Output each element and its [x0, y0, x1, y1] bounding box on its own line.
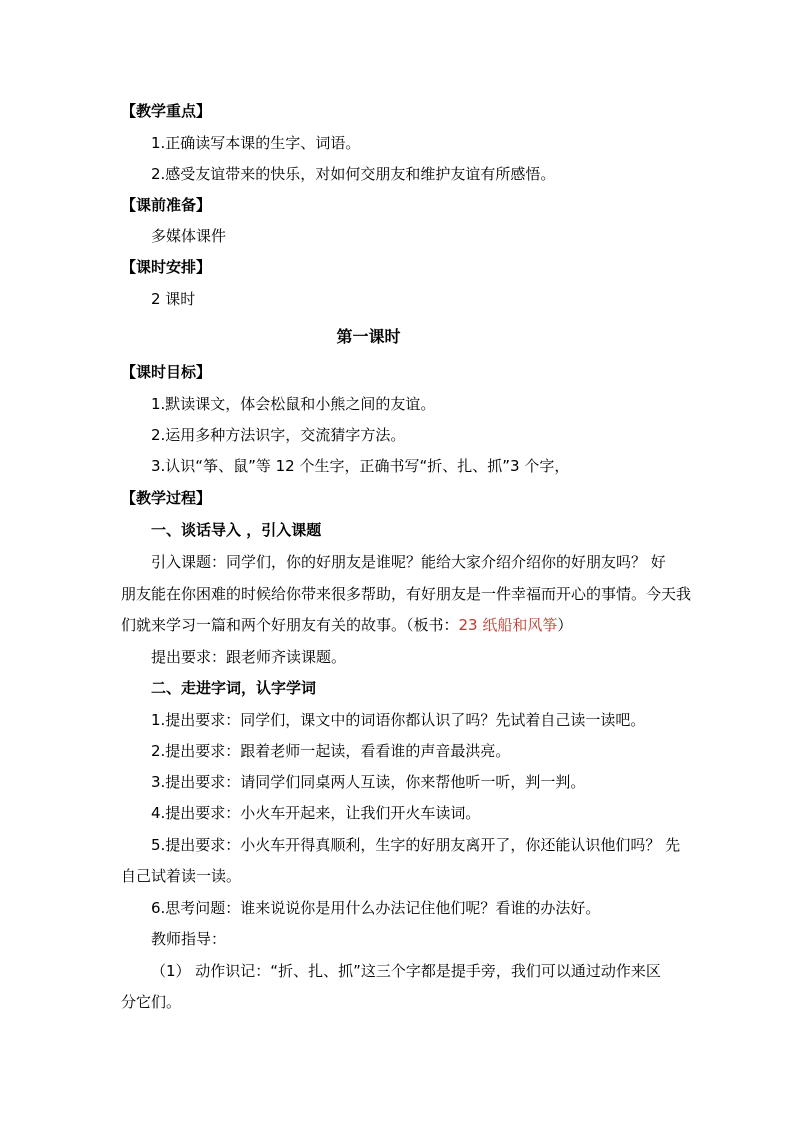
- para-line3-text: 们就来学习一篇和两个好朋友有关的故事。（板书：: [121, 616, 459, 634]
- heading-goals: 【课时目标】: [121, 363, 212, 381]
- lesson-title: 第一课时: [336, 327, 401, 346]
- part2-title: 二、走进字词，认字学词: [151, 679, 317, 697]
- heading-process: 【教学过程】: [121, 489, 212, 507]
- part2-item-1: 1.提出要求：同学们，课文中的词语你都认识了吗？先试着自己读一读吧。: [151, 711, 646, 729]
- part2-item-5-cont: 自己试着读一读。: [121, 867, 242, 885]
- goal-2: 2.运用多种方法识字，交流猜字方法。: [151, 426, 406, 444]
- heading-key-points: 【教学重点】: [121, 102, 212, 120]
- goal-3: 3.认识“筝、鼠”等 12 个生字，正确书写“折、扎、抓”3 个字，: [151, 457, 570, 475]
- part2-item-2: 2.提出要求：跟着老师一起读，看看谁的声音最洪亮。: [151, 742, 511, 760]
- part1-title: 一、谈话导入 ，引入课题: [151, 521, 322, 539]
- part1-requirement: 提出要求：跟老师齐读课题。: [151, 648, 347, 666]
- part1-para-line3: [121, 615, 572, 635]
- guidance-item-1-cont: 分它们。: [121, 993, 182, 1011]
- part1-para-line1: 引入课题：同学们，你的好朋友是谁呢？能给大家介绍介绍你的好朋友吗？ 好: [151, 553, 666, 571]
- part2-item-5: 5.提出要求：小火车开得真顺利，生字的好朋友离开了，你还能认识他们吗？ 先: [151, 836, 681, 854]
- prep-text: 多媒体课件: [151, 227, 227, 245]
- part2-item-4: 4.提出要求：小火车开起来，让我们开火车读词。: [151, 804, 481, 822]
- schedule-text: 2 课时: [151, 290, 196, 308]
- teacher-guidance: 教师指导：: [151, 930, 227, 948]
- para-line3-close: ）: [557, 616, 573, 634]
- board-writing-title: 23 纸船和风筝: [458, 616, 558, 634]
- key-point-1: 1.正确读写本课的生字、词语。: [151, 134, 361, 152]
- heading-prep: 【课前准备】: [121, 196, 212, 214]
- goal-1: 1.默读课文，体会松鼠和小熊之间的友谊。: [151, 395, 436, 413]
- heading-schedule: 【课时安排】: [121, 258, 212, 276]
- part2-item-3: 3.提出要求：请同学们同桌两人互读，你来帮他听一听，判一判。: [151, 773, 586, 791]
- part2-item-6: 6.思考问题：谁来说说你是用什么办法记住他们呢？看谁的办法好。: [151, 899, 601, 917]
- key-point-2: 2.感受友谊带来的快乐，对如何交朋友和维护友谊有所感悟。: [151, 165, 556, 183]
- part1-para-line2: 朋友能在你困难的时候给你带来很多帮助，有好朋友是一件幸福而开心的事情。今天我: [121, 585, 692, 603]
- guidance-item-1: （1） 动作识记：“折、扎、抓”这三个字都是提手旁，我们可以通过动作来区: [151, 962, 661, 980]
